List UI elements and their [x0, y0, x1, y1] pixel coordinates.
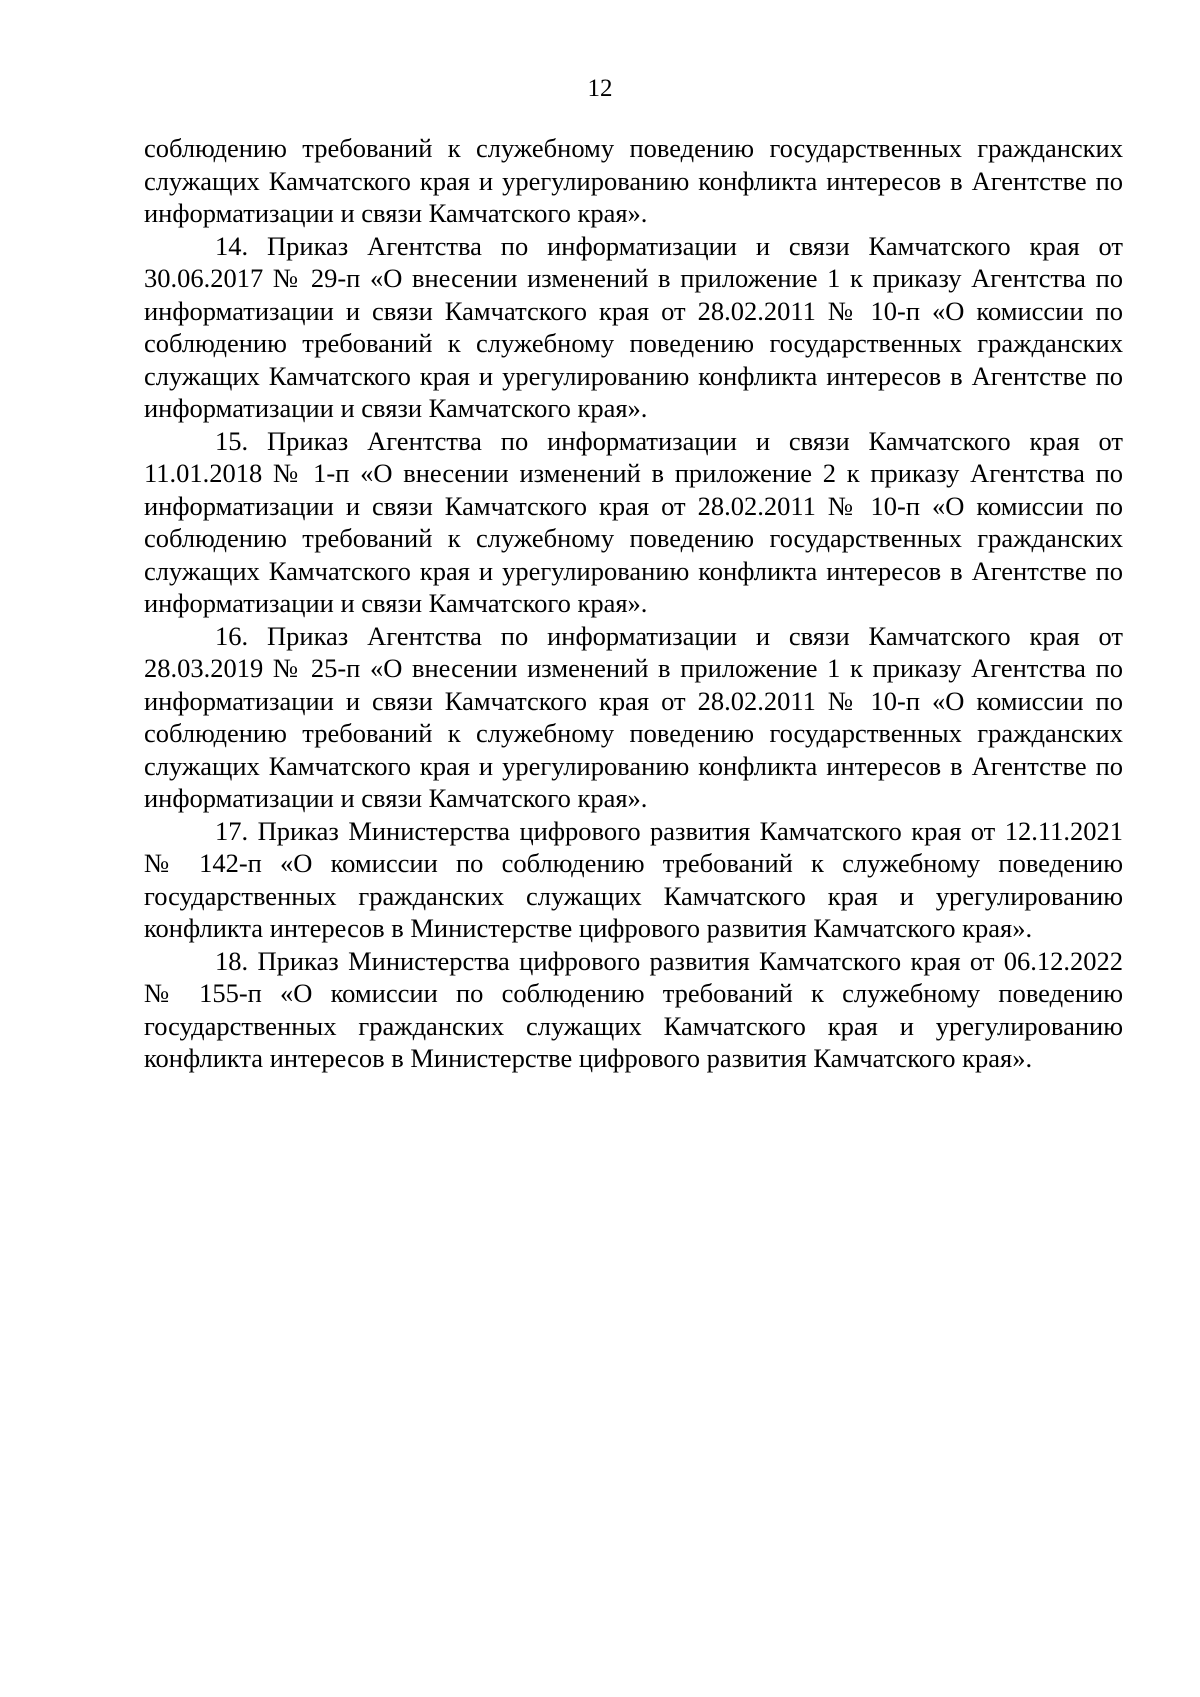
- paragraph-continuation: соблюдению требований к служебному поведению государственных гражданских служащих Камчатского края и урегулированию конфликта интересов в Агентстве по информатизации и связи Камчатского края».: [144, 133, 1123, 228]
- document-body: [144, 132, 1123, 1075]
- list-item-16: 16. Приказ Агентства по информатизации и связи Камчатского края от 28.03.2019 № 25-п «О внесении изменений в приложение 1 к приказу Агентства по информатизации и связи Камчатского края от 28.02.2011 № 10-п «О комиссии по соблюдению требований к служебному поведению государственных гражданских служащих Камчатского края и урегулированию конфликта интересов в Агентстве по информатизации и связи Камчатского края».: [144, 620, 1123, 813]
- list-item-18: 18. Приказ Министерства цифрового развития Камчатского края от 06.12.2022 № 155-п «О комиссии по соблюдению требований к служебному поведению государственных гражданских служащих Камчатского края и урегулированию конфликта интересов в Министерстве цифрового развития Камчатского края».: [144, 945, 1123, 1073]
- page-number: 12: [587, 75, 613, 102]
- list-item-14: 14. Приказ Агентства по информатизации и связи Камчатского края от 30.06.2017 № 29-п «О внесении изменений в приложение 1 к приказу Агентства по информатизации и связи Камчатского края от 28.02.2011 № 10-п «О комиссии по соблюдению требований к служебному поведению государственных гражданских служащих Камчатского края и урегулированию конфликта интересов в Агентстве по информатизации и связи Камчатского края».: [144, 230, 1123, 423]
- list-item-15: 15. Приказ Агентства по информатизации и связи Камчатского края от 11.01.2018 № 1-п «О внесении изменений в приложение 2 к приказу Агентства по информатизации и связи Камчатского края от 28.02.2011 № 10-п «О комиссии по соблюдению требований к служебному поведению государственных гражданских служащих Камчатского края и урегулированию конфликта интересов в Агентстве по информатизации и связи Камчатского края».: [144, 425, 1123, 618]
- list-item-17: 17. Приказ Министерства цифрового развития Камчатского края от 12.11.2021 № 142-п «О комиссии по соблюдению требований к служебному поведению государственных гражданских служащих Камчатского края и урегулированию конфликта интересов в Министерстве цифрового развития Камчатского края».: [144, 815, 1123, 943]
